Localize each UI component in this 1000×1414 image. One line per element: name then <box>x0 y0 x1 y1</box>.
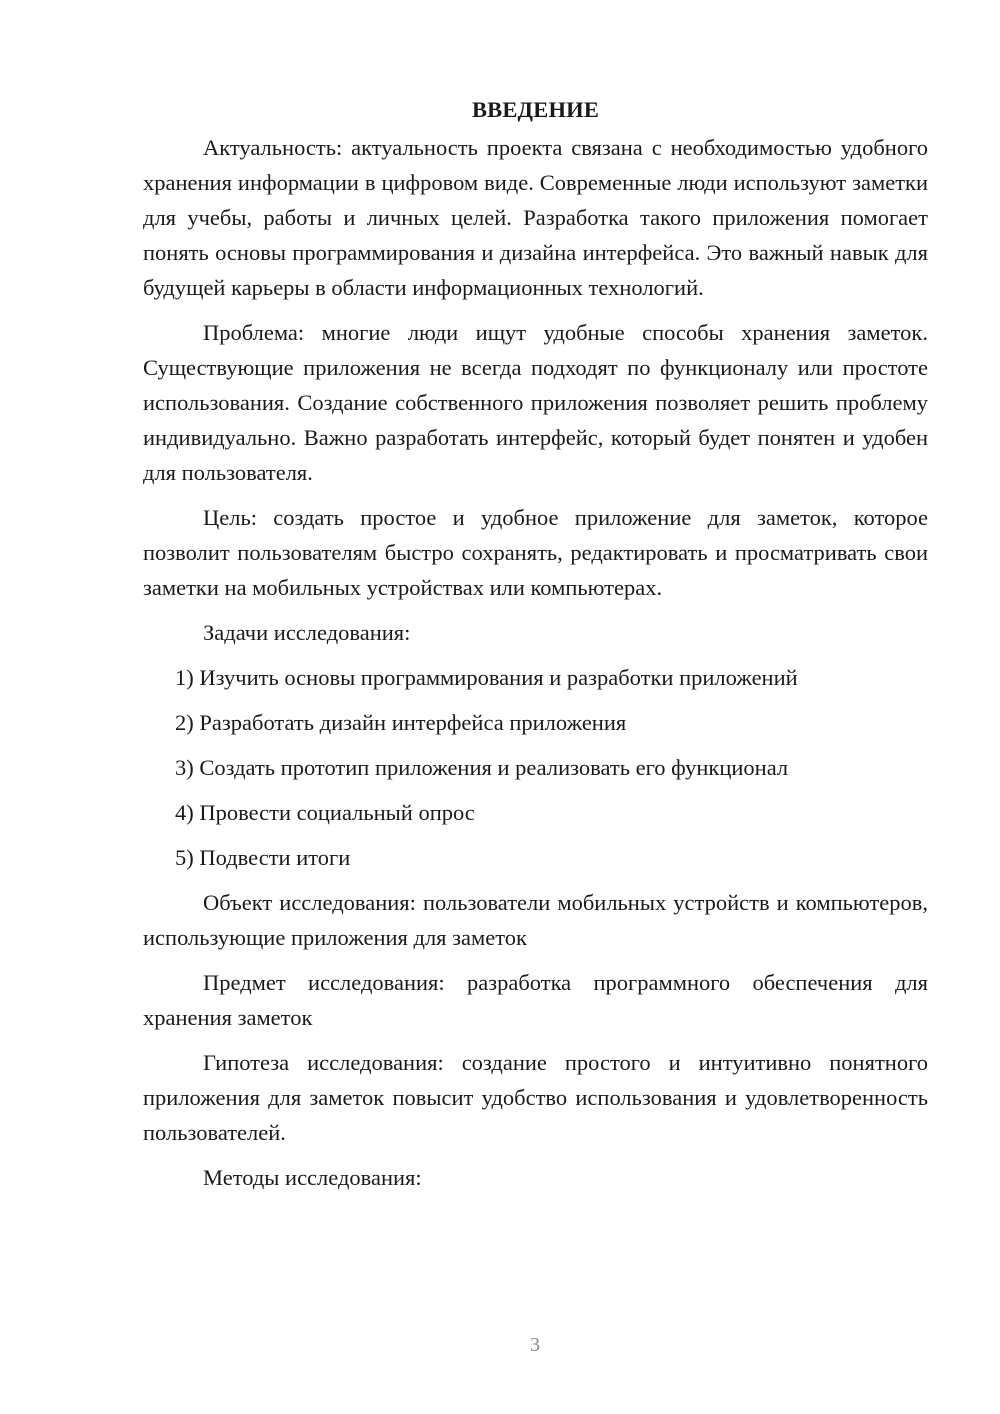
document-page <box>143 95 928 1205</box>
list-item: 3) Создать прототип приложения и реализовать его функционал <box>175 755 789 780</box>
page-number: 3 <box>530 1334 540 1356</box>
section-title: ВВЕДЕНИЕ <box>471 97 600 122</box>
list-item: 2) Разработать дизайн интерфейса приложения <box>175 710 627 735</box>
paragraph-object: Объект исследования: пользователи мобильных устройств и компьютеров, использующие приложения для заметок <box>143 890 928 950</box>
list-item: 4) Провести социальный опрос <box>175 800 475 825</box>
paragraph-problem: Проблема: многие люди ищут удобные способы хранения заметок. Существующие приложения не всегда подходят по функционалу или простоте использования. Создание собственного приложения позволяет решить проблему индивидуально. Важно разработать интерфейс, который будет понятен и удобен для пользователя. <box>143 320 928 485</box>
paragraph-subject: Предмет исследования: разработка программного обеспечения для хранения заметок <box>143 970 928 1030</box>
paragraph-goal: Цель: создать простое и удобное приложение для заметок, которое позволит пользователям быстро сохранять, редактировать и просматривать свои заметки на мобильных устройствах или компьютерах. <box>143 505 928 600</box>
tasks-heading: Задачи исследования: <box>203 620 411 645</box>
methods-heading: Методы исследования: <box>203 1165 422 1190</box>
paragraph-hypothesis: Гипотеза исследования: создание простого и интуитивно понятного приложения для заметок повысит удобство использования и удовлетворенность пользователей. <box>143 1050 928 1145</box>
list-item: 5) Подвести итоги <box>175 845 351 870</box>
paragraph-relevance: Актуальность: актуальность проекта связана с необходимостью удобного хранения информации в цифровом виде. Современные люди используют заметки для учебы, работы и личных целей. Разработка такого приложения помогает понять основы программирования и дизайна интерфейса. Это важный навык для будущей карьеры в области информационных технологий. <box>143 135 928 300</box>
list-item: 1) Изучить основы программирования и разработки приложений <box>175 665 798 690</box>
tasks-list <box>143 660 928 875</box>
